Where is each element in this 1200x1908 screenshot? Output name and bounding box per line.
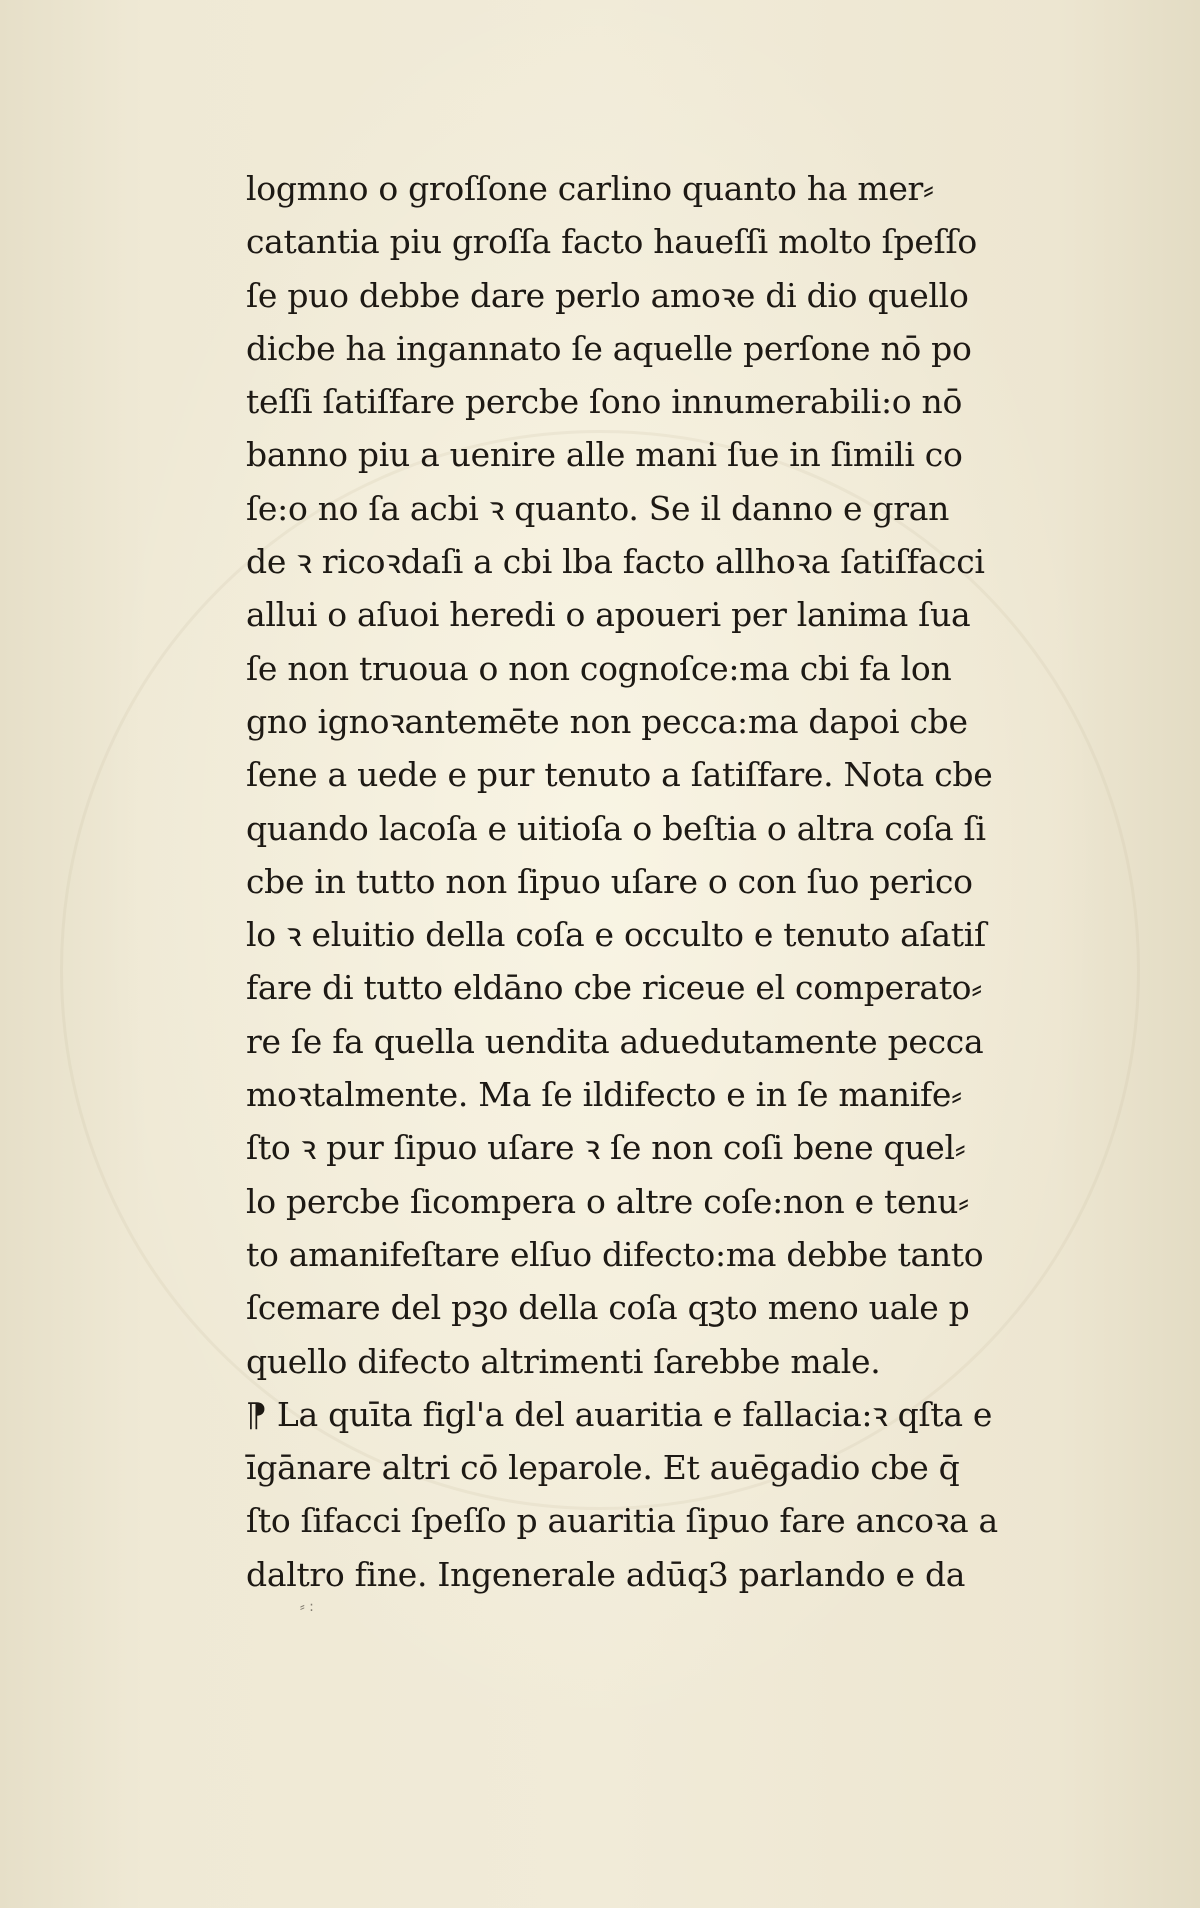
text-line-3: ſe puo debbe dare perlo amoꝛe di dio quello: [246, 275, 969, 315]
text-line-15: lo ꝛ eluitio della coſa e occulto e tenuto aſatiſ: [246, 915, 986, 955]
text-line-5: teſſi ſatiſfare percbe ſono innumerabili:o nō: [246, 382, 963, 422]
text-line-12: ſene a uede e pur tenuto a ſatiſfare. Nota cbe: [246, 755, 993, 795]
text-line-16: fare di tutto eldāno cbe riceue el comperato⸗: [246, 968, 982, 1008]
text-line-21: to amanifeſtare elſuo difecto:ma debbe tanto: [246, 1234, 984, 1274]
text-line-17: re ſe fa quella uendita aduedutamente pecca: [246, 1021, 984, 1061]
text-line-22: ſcemare del pꝫo della coſa qꝫto meno uale p: [246, 1288, 970, 1328]
text-line-26: ſto ſifacci ſpeſſo p auaritia ſipuo fare ancoꝛa a: [246, 1501, 998, 1541]
text-line-20: lo percbe ſicompera o altre coſe:non e tenu⸗: [246, 1181, 969, 1221]
text-line-4: dicbe ha ingannato ſe aquelle perſone nō po: [246, 328, 972, 368]
text-line-1: logmno o groſſone carlino quanto ha mer⸗: [246, 169, 934, 208]
text-line-8: de ꝛ ricoꝛdaſi a cbi lba facto allhoꝛa ſatiſfacci: [246, 542, 985, 582]
text-line-25: īgānare altri cō leparole. Et auēgadio cbe q̄: [246, 1448, 960, 1488]
text-line-19: ſto ꝛ pur ſipuo uſare ꝛ ſe non coſi bene quel⸗: [246, 1128, 966, 1168]
body-text: [246, 162, 1066, 1601]
text-line-27: daltro fine. Ingenerale adūq3 parlando e da: [246, 1554, 966, 1594]
text-line-24: ⁋ La quīta figl'a del auaritia e fallacia:ꝛ qſta e: [246, 1394, 993, 1434]
stray-ink-marks: ⸗ :: [300, 1599, 314, 1615]
text-line-14: cbe in tutto non ſipuo uſare o con ſuo perico: [246, 861, 973, 901]
text-line-2: catantia piu groſſa facto haueſſi molto ſpeſſo: [246, 222, 977, 262]
text-line-11: gno ignoꝛantemēte non pecca:ma dapoi cbe: [246, 701, 968, 741]
text-line-13: quando lacoſa e uitioſa o beſtia o altra coſa ſi: [246, 808, 986, 848]
text-line-7: ſe:o no ſa acbi ꝛ quanto. Se il danno e gran: [246, 488, 950, 528]
text-line-9: allui o aſuoi heredi o apoueri per lanima ſua: [246, 595, 971, 635]
text-line-6: banno piu a uenire alle mani ſue in ſimili co: [246, 435, 963, 475]
text-line-18: moꝛtalmente. Ma ſe ildifecto e in ſe manife⸗: [246, 1075, 962, 1115]
text-line-10: ſe non truoua o non cognoſce:ma cbi fa lon: [246, 648, 952, 688]
text-line-23: quello difecto altrimenti ſarebbe male.: [246, 1341, 881, 1381]
